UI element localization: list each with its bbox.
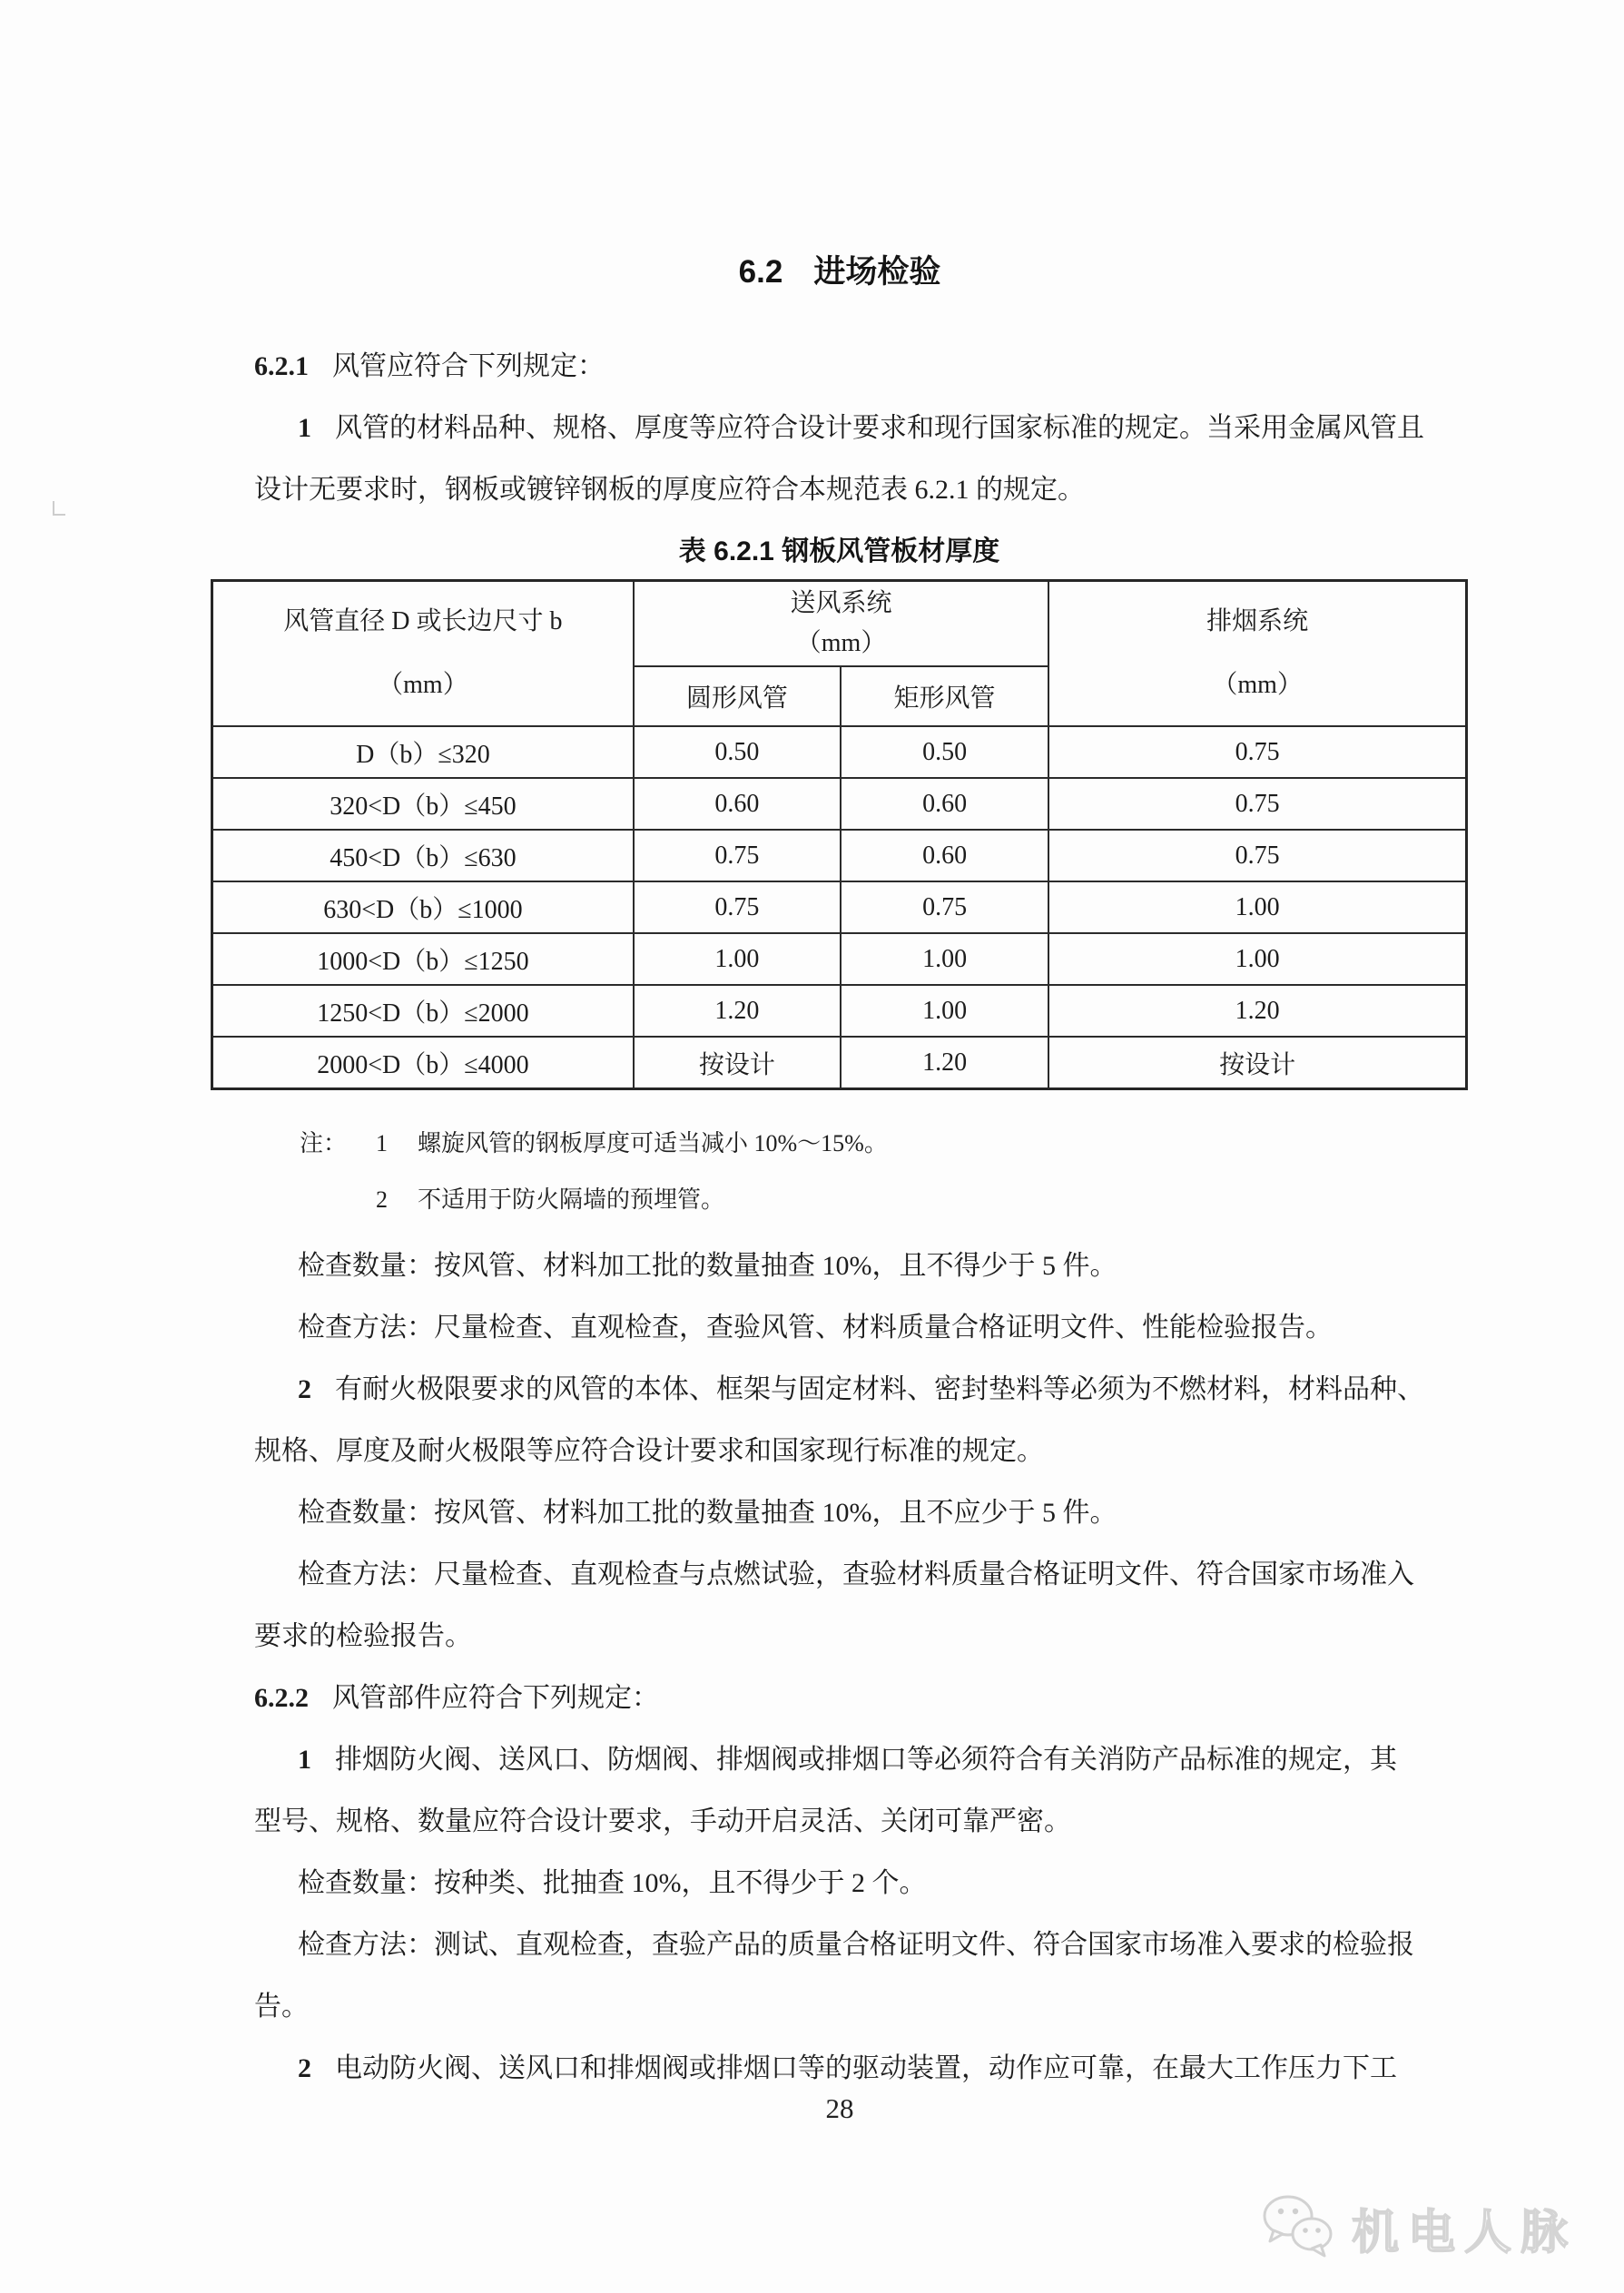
paragraph-line — [254, 398, 1425, 459]
paragraph-line — [254, 1297, 1425, 1359]
table-row — [212, 726, 1467, 778]
table-row — [212, 1037, 1467, 1089]
cell-round: 0.60 — [634, 778, 841, 830]
table-row — [212, 881, 1467, 933]
cell-smoke: 按设计 — [1048, 1037, 1466, 1089]
paragraph-line — [254, 459, 1425, 521]
note-number: 2 — [376, 1186, 388, 1213]
cell-range: 450<D（b）≤630 — [212, 830, 634, 881]
brand-text: 机电人脉 — [1351, 2207, 1577, 2259]
paragraph-line — [254, 1606, 1425, 1668]
section-number: 6.2 — [738, 254, 783, 290]
item-number: 2 — [298, 1374, 311, 1404]
clause-heading-621 — [254, 336, 1425, 398]
header-smoke-unit: （mm） — [1212, 671, 1303, 699]
cell-round: 0.50 — [634, 726, 841, 778]
cell-rect: 0.60 — [841, 778, 1048, 830]
clause-text: 风管应符合下列规定： — [332, 351, 605, 381]
cell-smoke: 0.75 — [1048, 778, 1466, 830]
note-text: 不适用于防火隔墙的预埋管。 — [418, 1186, 725, 1213]
table-row — [212, 778, 1467, 830]
paragraph-text: 检查数量：按风管、材料加工批的数量抽查 10%，且不得少于 5 件。 — [298, 1251, 1117, 1281]
paragraph-text: 排烟防火阀、送风口、防烟阀、排烟阀或排烟口等必须符合有关消防产品标准的规定，其 — [335, 1745, 1397, 1775]
paragraph-line — [254, 1544, 1425, 1606]
paragraph-line — [254, 1359, 1425, 1421]
header-round-duct: 圆形风管 — [634, 666, 841, 726]
cell-range: 1250<D（b）≤2000 — [212, 985, 634, 1037]
paragraph-line — [254, 1235, 1425, 1297]
paragraph-line — [254, 1853, 1425, 1914]
paragraph-text: 规格、厚度及耐火极限等应符合设计要求和国家现行标准的规定。 — [254, 1436, 1044, 1466]
cell-round: 0.75 — [634, 830, 841, 881]
cell-round: 1.00 — [634, 933, 841, 985]
cell-rect: 0.60 — [841, 830, 1048, 881]
paragraph-text: 检查方法：尺量检查、直观检查，查验风管、材料质量合格证明文件、性能检验报告。 — [298, 1313, 1333, 1343]
paragraph-text: 设计无要求时，钢板或镀锌钢板的厚度应符合本规范表 6.2.1 的规定。 — [254, 475, 1085, 505]
clause-text: 风管部件应符合下列规定： — [332, 1683, 659, 1713]
clause-heading-622 — [254, 1668, 1425, 1729]
paragraph-line — [254, 1482, 1425, 1544]
cell-smoke: 1.00 — [1048, 881, 1466, 933]
section-title-text: 进场检验 — [813, 254, 941, 290]
paragraph-text: 电动防火阀、送风口和排烟阀或排烟口等的驱动装置，动作应可靠，在最大工作压力下工 — [335, 2053, 1397, 2083]
table-row — [212, 830, 1467, 881]
header-rect-duct: 矩形风管 — [841, 666, 1048, 726]
page-content — [254, 0, 1425, 2100]
paragraph-text: 要求的检验报告。 — [254, 1621, 472, 1651]
header-supply-unit: （mm） — [795, 629, 887, 657]
cell-range: 630<D（b）≤1000 — [212, 881, 634, 933]
header-dimension-unit: （mm） — [378, 671, 468, 699]
item-number: 2 — [298, 2053, 311, 2083]
note-text: 螺旋风管的钢板厚度可适当减小 10%～15%。 — [418, 1130, 888, 1156]
paragraph-line — [254, 2038, 1425, 2100]
paragraph-line — [254, 1976, 1425, 2038]
paragraph-text: 型号、规格、数量应符合设计要求，手动开启灵活、关闭可靠严密。 — [254, 1806, 1071, 1836]
table-notes — [254, 1116, 1425, 1228]
note-number: 1 — [376, 1130, 388, 1156]
header-dimension — [212, 581, 634, 727]
item-number: 1 — [298, 1745, 311, 1775]
table-header-row-1 — [212, 581, 1467, 667]
cell-smoke: 1.00 — [1048, 933, 1466, 985]
note-label: 注： — [300, 1130, 348, 1156]
clause-number: 6.2.2 — [254, 1683, 309, 1713]
cell-round: 按设计 — [634, 1037, 841, 1089]
cell-rect: 1.00 — [841, 933, 1048, 985]
paragraph-text: 风管的材料品种、规格、厚度等应符合设计要求和现行国家标准的规定。当采用金属风管且 — [335, 413, 1424, 443]
table-row — [212, 933, 1467, 985]
table-caption: 表 6.2.1 钢板风管板材厚度 — [678, 536, 1000, 566]
paragraph-text: 检查方法：尺量检查、直观检查与点燃试验，查验材料质量合格证明文件、符合国家市场准入 — [298, 1560, 1414, 1589]
cell-rect: 1.00 — [841, 985, 1048, 1037]
cell-range: 320<D（b）≤450 — [212, 778, 634, 830]
table-block — [254, 530, 1425, 1228]
cell-smoke: 1.20 — [1048, 985, 1466, 1037]
header-smoke-text: 排烟系统 — [1206, 607, 1309, 635]
cell-range: 2000<D（b）≤4000 — [212, 1037, 634, 1089]
paragraph-text: 检查数量：按风管、材料加工批的数量抽查 10%，且不应少于 5 件。 — [298, 1498, 1117, 1528]
page-number: 28 — [825, 2092, 854, 2124]
scan-artifact-mark — [53, 501, 65, 516]
paragraph-line — [254, 1729, 1425, 1791]
cell-round: 0.75 — [634, 881, 841, 933]
cell-round: 1.20 — [634, 985, 841, 1037]
body-paragraphs — [254, 1235, 1425, 2100]
cell-smoke: 0.75 — [1048, 726, 1466, 778]
table-note — [254, 1172, 1425, 1228]
cell-rect: 1.20 — [841, 1037, 1048, 1089]
paragraph-text: 检查数量：按种类、批抽查 10%，且不得少于 2 个。 — [298, 1868, 927, 1898]
header-supply-text: 送风系统 — [790, 589, 892, 617]
paragraph-line — [254, 1791, 1425, 1853]
clause-number: 6.2.1 — [254, 351, 309, 381]
item-number: 1 — [298, 413, 311, 443]
cell-range: D（b）≤320 — [212, 726, 634, 778]
section-title — [254, 252, 1425, 292]
cell-smoke: 0.75 — [1048, 830, 1466, 881]
header-supply-system — [634, 581, 1048, 667]
header-smoke-system — [1048, 581, 1466, 727]
brand-watermark — [1257, 2192, 1577, 2264]
paragraph-text: 有耐火极限要求的风管的本体、框架与固定材料、密封垫料等必须为不燃材料，材料品种、 — [335, 1374, 1424, 1404]
table-row — [212, 985, 1467, 1037]
paragraph-text: 告。 — [254, 1992, 309, 2022]
wechat-icon — [1257, 2192, 1352, 2264]
paragraph-text: 检查方法：测试、直观检查，查验产品的质量合格证明文件、符合国家市场准入要求的检验报 — [298, 1930, 1414, 1960]
table-note — [254, 1116, 1425, 1172]
cell-rect: 0.50 — [841, 726, 1048, 778]
paragraph-line — [254, 1421, 1425, 1482]
cell-range: 1000<D（b）≤1250 — [212, 933, 634, 985]
header-dimension-text: 风管直径 D 或长边尺寸 b — [283, 607, 563, 635]
cell-rect: 0.75 — [841, 881, 1048, 933]
duct-thickness-table — [211, 579, 1468, 1090]
paragraph-line — [254, 1914, 1425, 1976]
